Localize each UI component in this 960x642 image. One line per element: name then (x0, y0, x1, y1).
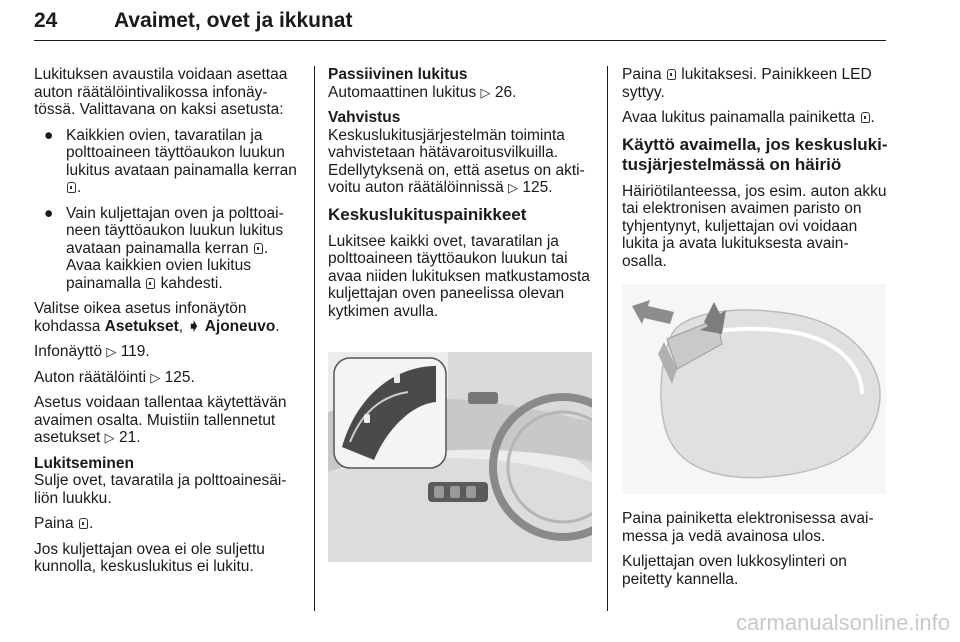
section-heading-fault: Käyttö avaimella, jos keskuslukitusjärjestelmässä on häiriö (622, 134, 888, 174)
switches-text: Lukitsee kaikki ovet, tavaratilan ja polttoaineen täyttöaukon luukun tai avaa niiden lukituksen matkustamosta kuljettajan oven paneelissa olevan kytkimen avulla. (328, 232, 590, 320)
ref-personalization: Auton räätälöinti ▷ 125. (34, 368, 195, 386)
press-unlock-button-text: Avaa lukitus painamalla painiketta . (622, 109, 875, 126)
list-item: ● Vain kuljettajan oven ja polttoaineen täyttöaukon luukun lukitus avataan painamalla kerran . Avaa kaikkien ovien lukitus painamalla kahdesti. (44, 204, 284, 292)
column-divider (607, 66, 608, 611)
key-release-text: Paina painiketta elektronisessa avaimessa ja vedä avainosa ulos. (622, 510, 874, 545)
door-panel-image (328, 352, 592, 562)
confirmation-section: Vahvistus Keskuslukitusjärjestelmän toiminta vahvistetaan hätävaroitusvilkuilla. Edellytyksenä on, että asetus on aktivoitu auton räätälöinnissä ▷ 125. (328, 109, 594, 197)
watermark: carmanualsonline.info (735, 610, 950, 635)
passive-locking-section: Passiivinen lukitus Automaattinen lukitus ▷ 26. (328, 66, 594, 101)
confirmation-heading: Vahvistus (328, 109, 401, 126)
locking-heading: Lukitseminen (34, 454, 134, 472)
list-item: ● Kaikkien ovien, tavaratilan ja polttoaineen täyttöaukon luukun lukitus avataan painamalla kerran . (44, 126, 297, 196)
bullet-icon: ● (44, 204, 54, 222)
press-lock-text: Paina . (34, 515, 94, 532)
column-3 (622, 66, 888, 278)
press-lock-button-text: Paina lukitaksesi. Painikkeen LED syttyy. (622, 66, 872, 101)
page-header (34, 8, 886, 41)
passive-heading: Passiivinen lukitus (328, 66, 468, 83)
lock-key-icon (667, 69, 676, 80)
reference-arrow-icon: ▷ (106, 344, 117, 359)
driver-door-note: Jos kuljettajan ovea ei ole suljettu kunnolla, keskuslukitus ei lukitu. (34, 540, 265, 575)
reference-arrow-icon: ▷ (150, 369, 161, 385)
reference-arrow-icon: ▷ (480, 84, 491, 100)
section-heading-switches: Keskuslukituspainikkeet (328, 204, 527, 224)
reference-arrow-icon: ▷ (508, 180, 519, 195)
ref-infodisplay: Infonäyttö ▷ 119. (34, 343, 150, 360)
unlock-options-list (34, 127, 302, 293)
fault-text: Häiriötilanteessa, jos esim. auton akku tai elektronisen avaimen paristo on tyhjentynyt, kuljettajan ovi voidaan lukita ja avata lukituksesta avainosalla. (622, 182, 887, 270)
page-title: Avaimet, ovet ja ikkunat (114, 9, 353, 32)
door-lock-cylinder-text: Kuljettajan oven lukkosylinteri on peitetty kannella. (622, 553, 847, 588)
reference-arrow-icon: ▷ (104, 430, 115, 445)
select-setting-text: Valitse oikea asetus infonäytön kohdassa Asetukset, ➧ Ajoneuvo. (34, 300, 280, 335)
column-3-continued (622, 510, 888, 596)
column-1 (34, 66, 302, 584)
lock-key-icon (79, 518, 88, 529)
page-number: 24 (34, 9, 58, 32)
electronic-key-illustration (622, 284, 886, 494)
unlock-key-icon (67, 182, 76, 193)
arrow-icon: ➧ (187, 317, 201, 335)
unlock-key-icon (254, 243, 263, 254)
unlock-key-icon (146, 278, 155, 289)
column-2 (328, 66, 594, 328)
bullet-icon: ● (44, 126, 54, 144)
locking-section: Lukitseminen Sulje ovet, tavaratila ja polttoainesäiliön luukku. (34, 455, 302, 508)
column-divider (314, 66, 315, 611)
door-panel-illustration (328, 352, 592, 562)
unlock-key-icon (861, 112, 870, 123)
save-setting-text: Asetus voidaan tallentaa käytettävän avaimen osalta. Muistiin tallennetut asetukset ▷ 21. (34, 394, 287, 446)
electronic-key-image (622, 284, 886, 494)
intro-text: Lukituksen avaustila voidaan asettaa auton räätälöintivalikossa infonäytössä. Valittavana on kaksi asetusta: (34, 66, 288, 118)
